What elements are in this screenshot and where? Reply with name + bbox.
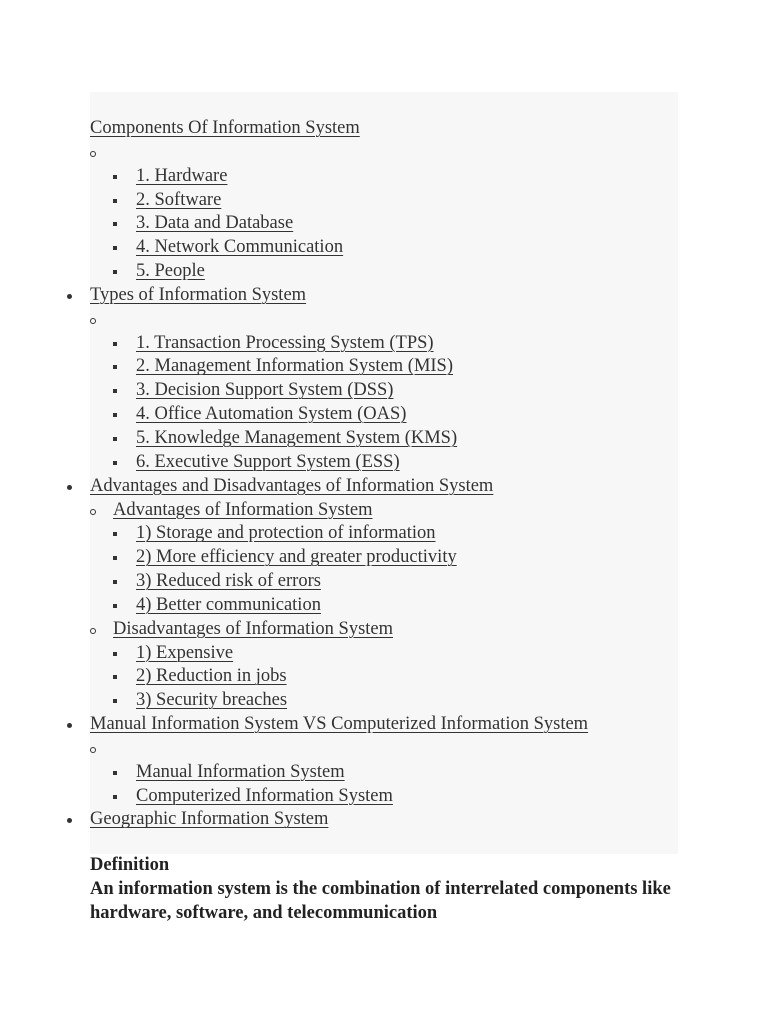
toc-link-components[interactable]: Components Of Information System (90, 118, 360, 138)
square-bullet-icon (113, 652, 117, 656)
disc-bullet-icon (67, 294, 72, 299)
toc-link-data-database[interactable]: 3. Data and Database (136, 213, 294, 234)
disc-bullet-icon (67, 818, 72, 823)
toc-link-people[interactable]: 5. People (136, 261, 205, 282)
toc-link-communication[interactable]: 4) Better communication (136, 594, 321, 615)
toc-link-computerized[interactable]: Computerized Information System (136, 785, 393, 806)
toc-link-efficiency[interactable]: 2) More efficiency and greater productivity (136, 547, 457, 568)
square-bullet-icon (113, 771, 117, 775)
square-bullet-icon (113, 580, 117, 584)
disc-bullet-icon (67, 485, 72, 490)
circle-bullet-icon (90, 747, 96, 753)
toc-link-adv-disadv[interactable]: Advantages and Disadvantages of Information System (90, 475, 494, 496)
square-bullet-icon (113, 532, 117, 536)
toc-item-types (0, 284, 768, 308)
square-bullet-icon (113, 389, 117, 393)
toc-item-gis (0, 808, 768, 832)
toc-subitem-advantages (0, 499, 768, 523)
toc-link-types[interactable]: Types of Information System (90, 284, 307, 305)
toc-link-manual[interactable]: Manual Information System (136, 761, 345, 782)
toc-item-components (0, 117, 768, 141)
circle-bullet-icon (90, 628, 96, 634)
toc-link-jobs[interactable]: 2) Reduction in jobs (136, 666, 287, 687)
toc-subitem (0, 379, 768, 403)
toc-subitem-empty (0, 737, 768, 761)
toc-link-manual-vs[interactable]: Manual Information System VS Computerized Information System (90, 714, 589, 735)
toc-subitem-empty (0, 141, 768, 165)
toc-subitem-empty (0, 308, 768, 332)
toc-item-adv-disadv (0, 475, 768, 499)
toc-link-gis[interactable]: Geographic Information System (90, 809, 329, 830)
toc-subitem (0, 570, 768, 594)
toc-subitem (0, 236, 768, 260)
toc-link-network[interactable]: 4. Network Communication (136, 237, 344, 258)
toc-link-software[interactable]: 2. Software (136, 189, 222, 210)
toc-link-kms[interactable]: 5. Knowledge Management System (KMS) (136, 427, 458, 448)
toc-item-manual-vs (0, 713, 768, 737)
square-bullet-icon (113, 342, 117, 346)
toc-link-dss[interactable]: 3. Decision Support System (DSS) (136, 380, 394, 401)
toc-link-security[interactable]: 3) Security breaches (136, 690, 288, 711)
circle-bullet-icon (90, 509, 96, 515)
square-bullet-icon (113, 246, 117, 250)
disc-bullet-icon (67, 723, 72, 728)
toc-subitem (0, 665, 768, 689)
toc-subitem (0, 332, 768, 356)
toc-link-errors[interactable]: 3) Reduced risk of errors (136, 571, 321, 592)
toc-link-oas[interactable]: 4. Office Automation System (OAS) (136, 404, 407, 425)
toc-subitem (0, 212, 768, 236)
toc-link-advantages[interactable]: Advantages of Information System (113, 499, 373, 520)
toc-subitem (0, 355, 768, 379)
square-bullet-icon (113, 437, 117, 441)
toc-subitem (0, 522, 768, 546)
toc-subitem (0, 594, 768, 618)
toc-subitem (0, 642, 768, 666)
toc-link-expensive[interactable]: 1) Expensive (136, 642, 234, 663)
toc-subitem (0, 785, 768, 809)
toc-subitem (0, 546, 768, 570)
toc-link-disadvantages[interactable]: Disadvantages of Information System (113, 618, 394, 639)
circle-bullet-icon (90, 318, 96, 324)
toc-subitem (0, 189, 768, 213)
toc-subitem (0, 427, 768, 451)
toc-link-ess[interactable]: 6. Executive Support System (ESS) (136, 451, 400, 472)
circle-bullet-icon (90, 151, 96, 157)
toc-subitem (0, 451, 768, 475)
square-bullet-icon (113, 795, 117, 799)
definition-section (90, 853, 690, 925)
table-of-contents (0, 117, 768, 832)
square-bullet-icon (113, 175, 117, 179)
toc-link-mis[interactable]: 2. Management Information System (MIS) (136, 356, 454, 377)
definition-heading: Definition (90, 855, 170, 875)
square-bullet-icon (113, 270, 117, 274)
square-bullet-icon (113, 604, 117, 608)
square-bullet-icon (113, 461, 117, 465)
square-bullet-icon (113, 413, 117, 417)
square-bullet-icon (113, 699, 117, 703)
square-bullet-icon (113, 365, 117, 369)
toc-subitem (0, 260, 768, 284)
square-bullet-icon (113, 222, 117, 226)
square-bullet-icon (113, 556, 117, 560)
toc-subitem (0, 761, 768, 785)
toc-link-hardware[interactable]: 1. Hardware (136, 165, 228, 186)
toc-subitem (0, 689, 768, 713)
square-bullet-icon (113, 199, 117, 203)
toc-subitem (0, 165, 768, 189)
toc-subitem (0, 403, 768, 427)
definition-text: An information system is the combination of interrelated components like hardware, software, and telecommunication (90, 879, 671, 923)
toc-link-tps[interactable]: 1. Transaction Processing System (TPS) (136, 332, 434, 353)
toc-link-storage[interactable]: 1) Storage and protection of information (136, 523, 436, 544)
square-bullet-icon (113, 675, 117, 679)
toc-subitem-disadvantages (0, 618, 768, 642)
